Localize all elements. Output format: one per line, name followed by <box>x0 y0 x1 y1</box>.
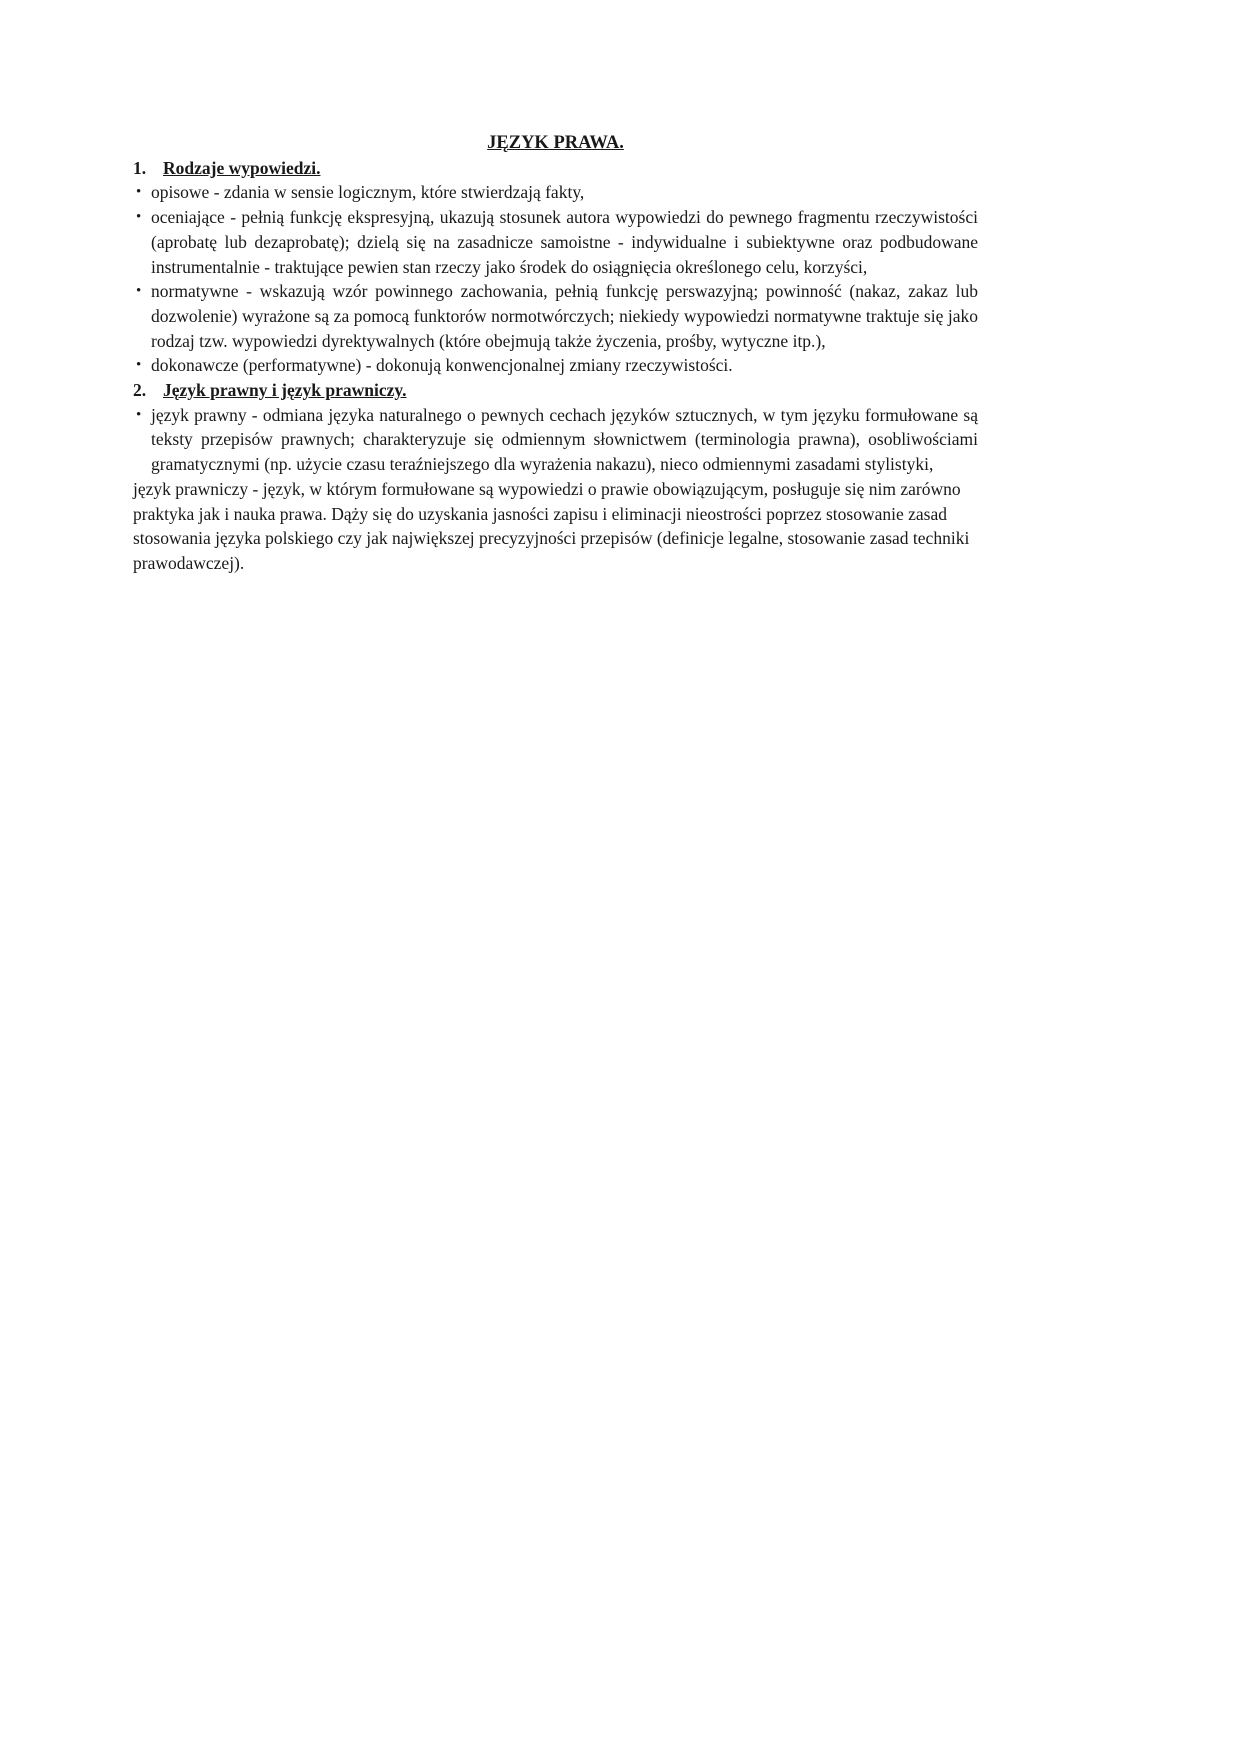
list-item <box>133 180 978 205</box>
list-item-text: oceniające - pełnią funkcję ekspresyjną, ukazują stosunek autora wypowiedzi do pewnego fragmentu rzeczywistości (aprobatę lub dezaprobatę); dzielą się na zasadnicze samoistne - indywidualne i subiektywne oraz podbudowane instrumentalnie - traktujące pewien stan rzeczy jako środek do osiągnięcia określonego celu, korzyści, <box>151 207 978 277</box>
bullet-icon: • <box>136 357 142 374</box>
section-2-number: 2. <box>133 380 147 401</box>
section-1-heading <box>133 156 978 181</box>
section-1-number: 1. <box>133 157 147 178</box>
section-1-title: Rodzaje wypowiedzi. <box>163 157 321 178</box>
bullet-icon: • <box>136 406 142 423</box>
section-2-heading <box>133 378 978 403</box>
bullet-icon: • <box>136 184 142 201</box>
list-item <box>133 353 978 378</box>
closing-paragraph: język prawniczy - język, w którym formułowane są wypowiedzi o prawie obowiązującym, posługuje się nim zarówno praktyka jak i nauka prawa. Dąży się do uzyskania jasności zapisu i eliminacji nieostrości poprzez stosowanie zasad stosowania języka polskiego czy jak największej precyzyjności przepisów (definicje legalne, stosowanie zasad techniki prawodawczej). <box>133 478 970 573</box>
list-item-text: dokonawcze (performatywne) - dokonują konwencjonalnej zmiany rzeczywistości. <box>151 355 733 376</box>
list-item-text: opisowe - zdania w sensie logicznym, które stwierdzają fakty, <box>151 182 585 203</box>
document-title: JĘZYK PRAWA. <box>487 133 624 153</box>
section-2-title: Język prawny i język prawniczy. <box>163 380 407 401</box>
list-item <box>133 279 978 353</box>
list-item-text: normatywne - wskazują wzór powinnego zachowania, pełnią funkcję perswazyjną; powinność (nakaz, zakaz lub dozwolenie) wyrażone są za pomocą funktorów normotwórczych; niekiedy wypowiedzi normatywne traktuje się jako rodzaj tzw. wypowiedzi dyrektywalnych (które obejmują także życzenia, prośby, wytyczne itp.), <box>151 281 978 351</box>
bullet-icon: • <box>136 283 142 300</box>
list-item-text: język prawny - odmiana języka naturalnego o pewnych cechach języków sztucznych, w tym języku formułowane są teksty przepisów prawnych; charakteryzuje się odmiennym słownictwem (terminologia prawna), osobliwościami gramatycznymi (np. użycie czasu teraźniejszego dla wyrażenia nakazu), nieco odmiennymi zasadami stylistyki, <box>151 404 978 475</box>
list-item <box>133 403 978 477</box>
list-item <box>133 205 978 279</box>
bullet-icon: • <box>136 209 142 226</box>
